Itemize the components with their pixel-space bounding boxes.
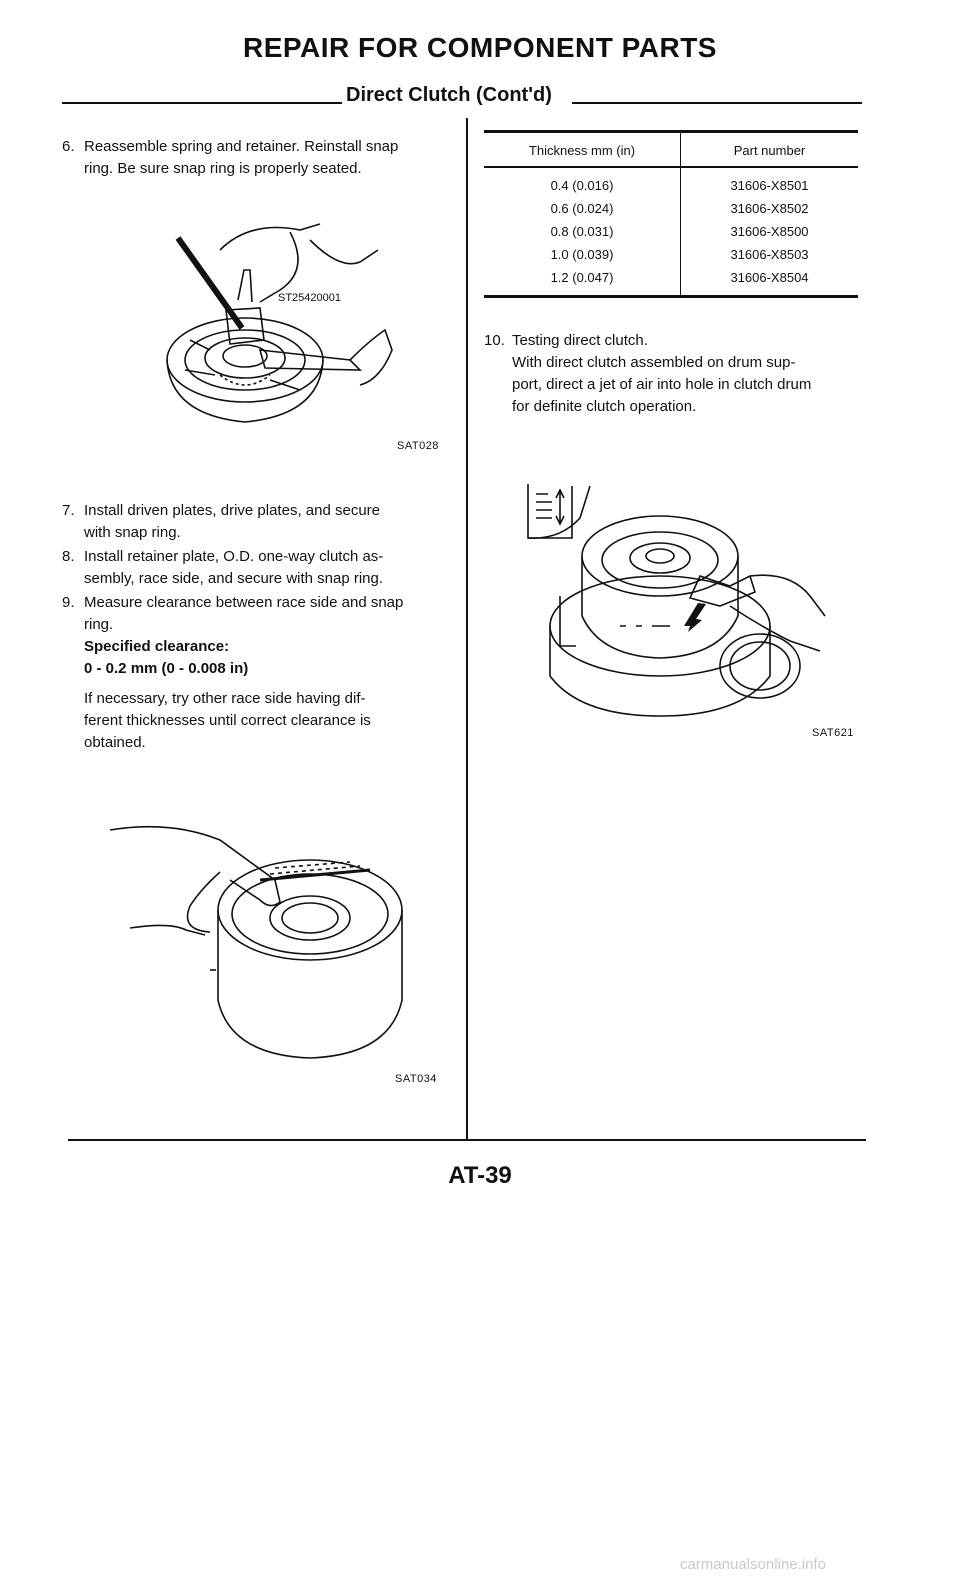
table-row <box>484 197 858 220</box>
step-6 <box>62 136 454 180</box>
table-row <box>484 243 858 266</box>
part-number-cell: 31606-X8503 <box>730 247 809 262</box>
step-10 <box>484 330 864 418</box>
clutch-drum-snap-ring-illustration <box>110 810 410 1070</box>
figure-caption-sat028: SAT028 <box>397 440 439 452</box>
spec-value: 0 - 0.2 mm (0 - 0.008 in) <box>84 660 249 677</box>
step-line: Install retainer plate, O.D. one-way clutch as- <box>84 548 384 565</box>
table-row <box>484 167 858 197</box>
figure-air-test <box>520 476 840 726</box>
step-number: 10. <box>484 332 505 349</box>
table-header-row <box>484 132 858 168</box>
step-line: With direct clutch assembled on drum sup- <box>512 354 796 371</box>
table-header-part-number: Part number <box>681 132 859 168</box>
thickness-cell: 0.6 (0.024) <box>484 197 681 220</box>
step-number: 6. <box>62 138 75 155</box>
thickness-cell: 1.0 (0.039) <box>484 243 681 266</box>
step-9 <box>62 592 454 754</box>
step-line: Measure clearance between race side and snap <box>84 594 404 611</box>
step-line: port, direct a jet of air into hole in clutch drum <box>512 376 812 393</box>
step-line: Install driven plates, drive plates, and secure <box>84 502 380 519</box>
figure-caption-sat034: SAT034 <box>395 1073 437 1085</box>
part-number-cell: 31606-X8501 <box>730 178 809 193</box>
tool-number-label: ST25420001 <box>278 292 341 304</box>
step-number: 8. <box>62 548 75 565</box>
spec-label: Specified clearance: <box>84 638 230 655</box>
step-line: Testing direct clutch. <box>512 332 648 349</box>
step-line: for definite clutch operation. <box>512 398 697 415</box>
note-line: ferent thicknesses until correct clearance is <box>84 712 371 729</box>
step-line: sembly, race side, and secure with snap ring. <box>84 570 384 587</box>
step-7 <box>62 500 454 544</box>
step-line: with snap ring. <box>84 524 181 541</box>
bottom-rule <box>68 1139 866 1141</box>
step-line: ring. Be sure snap ring is properly seated. <box>84 160 362 177</box>
watermark: carmanualsonline.info <box>680 1556 826 1573</box>
step-note <box>84 688 454 754</box>
section-subtitle: Direct Clutch (Cont'd) <box>346 84 552 106</box>
step-number: 7. <box>62 502 75 519</box>
race-side-thickness-table <box>484 130 858 298</box>
figure-clutch-drum <box>110 810 410 1070</box>
subtitle-rule-left <box>62 102 342 104</box>
table-header-thickness: Thickness mm (in) <box>484 132 681 168</box>
step-line: Reassemble spring and retainer. Reinstall snap <box>84 138 399 155</box>
table-row <box>484 266 858 297</box>
part-number-cell: 31606-X8504 <box>681 266 859 297</box>
figure-spring-compressor <box>160 210 410 440</box>
page-title: REPAIR FOR COMPONENT PARTS <box>243 32 717 63</box>
thickness-cell: 1.2 (0.047) <box>484 266 681 297</box>
part-number-cell: 31606-X8500 <box>730 224 809 239</box>
note-line: If necessary, try other race side having dif- <box>84 690 366 707</box>
step-number: 9. <box>62 594 75 611</box>
part-number-cell: 31606-X8502 <box>730 201 809 216</box>
subtitle-rule-right <box>572 102 862 104</box>
air-test-clutch-illustration <box>520 476 840 726</box>
table-row <box>484 220 858 243</box>
thickness-cell: 0.8 (0.031) <box>484 220 681 243</box>
step-8 <box>62 546 454 590</box>
thickness-cell: 0.4 (0.016) <box>484 167 681 197</box>
page-number: AT-39 <box>448 1162 512 1189</box>
section-subtitle-row <box>62 84 862 118</box>
step-line: ring. <box>84 616 114 633</box>
spring-compressor-illustration <box>160 210 410 440</box>
figure-caption-sat621: SAT621 <box>812 727 854 739</box>
note-line: obtained. <box>84 734 146 751</box>
column-divider <box>466 118 468 1140</box>
